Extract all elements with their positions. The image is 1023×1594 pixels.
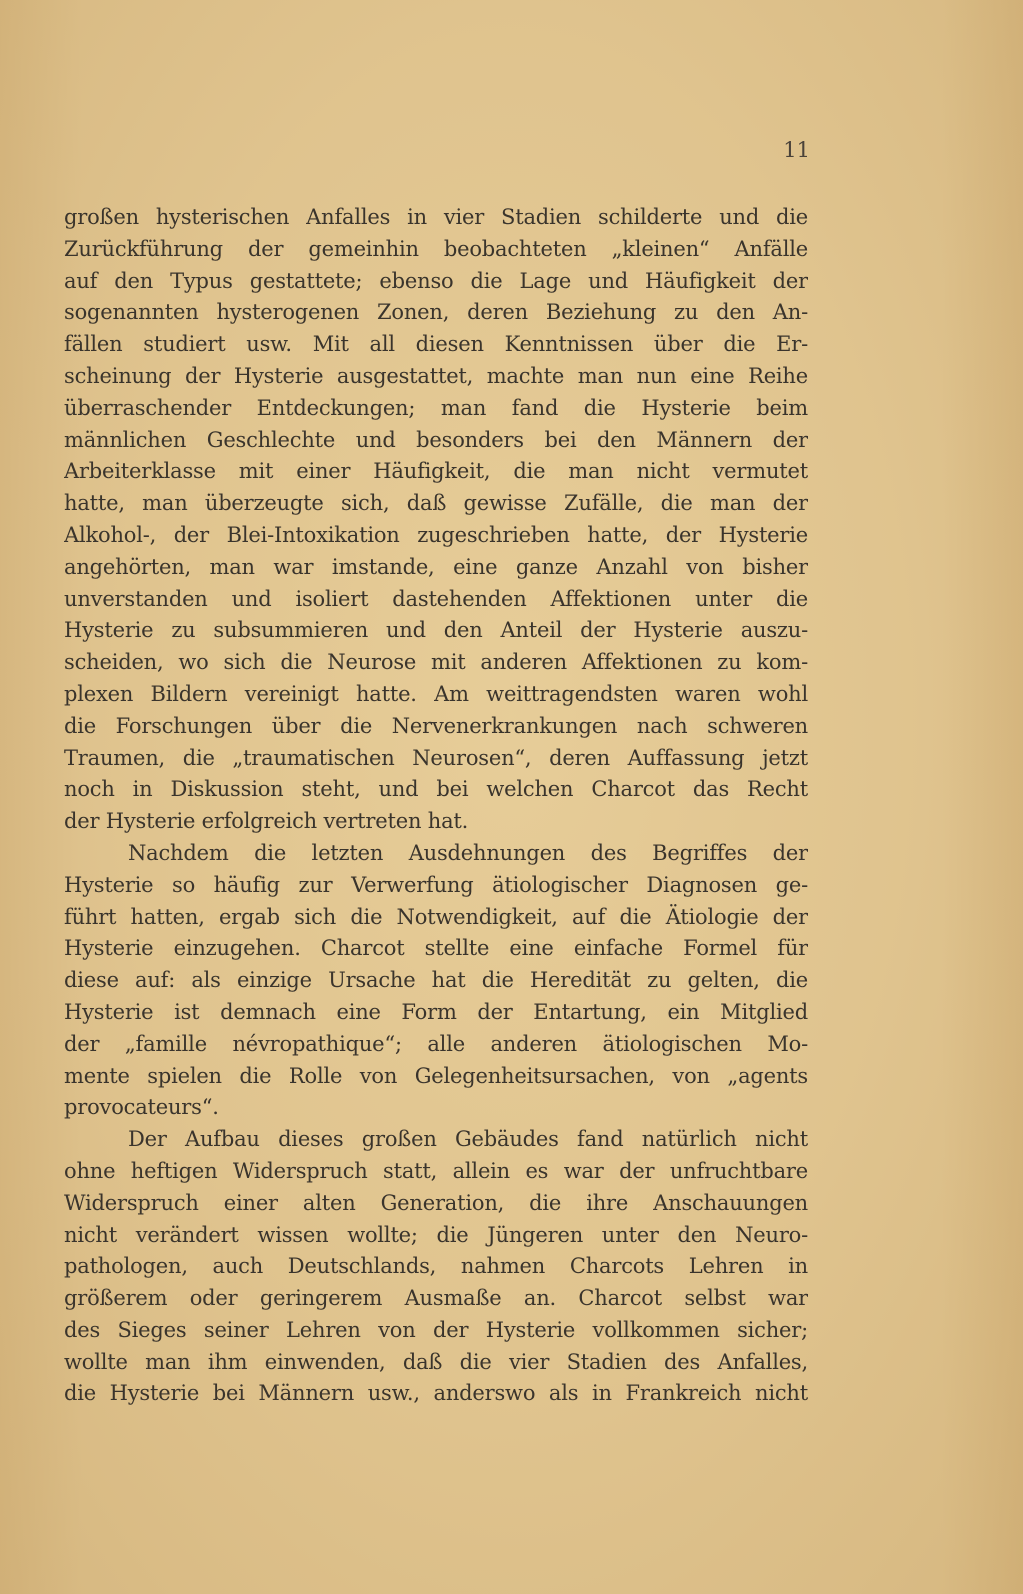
- text-line: der „famille névropathique“; alle anderen ätiologischen Mo-: [64, 1031, 808, 1056]
- text-line: ohne heftigen Widerspruch statt, allein es war der unfruchtbare: [64, 1158, 808, 1183]
- text-line: Nachdem die letzten Ausdehnungen des Begriffes der: [128, 840, 808, 865]
- text-line: großen hysterischen Anfalles in vier Stadien schilderte und die: [64, 205, 808, 229]
- text-line: Arbeiterklasse mit einer Häufigkeit, die man nicht vermutet: [64, 459, 808, 484]
- text-line: nicht verändert wissen wollte; die Jüngeren unter den Neuro-: [64, 1222, 808, 1247]
- text-line: sogenannten hysterogenen Zonen, deren Beziehung zu den An-: [64, 300, 808, 325]
- text-line: scheiden, wo sich die Neurose mit anderen Affektionen zu kom-: [64, 650, 808, 675]
- text-line: hatte, man überzeugte sich, daß gewisse Zufälle, die man der: [64, 491, 808, 516]
- text-line: auf den Typus gestattete; ebenso die Lage und Häufigkeit der: [64, 268, 808, 293]
- text-line: plexen Bildern vereinigt hatte. Am weittragendsten waren wohl: [64, 681, 808, 706]
- text-line: provocateurs“.: [64, 1095, 219, 1120]
- text-line: des Sieges seiner Lehren von der Hysterie vollkommen sicher;: [64, 1317, 808, 1342]
- text-line: überraschender Entdeckungen; man fand die Hysterie beim: [64, 395, 808, 420]
- paragraph-1: [64, 202, 808, 838]
- paragraph-2: [64, 838, 808, 1124]
- text-line: Hysterie einzugehen. Charcot stellte eine einfache Formel für: [64, 936, 808, 961]
- text-line: Widerspruch einer alten Generation, die ihre Anschauungen: [64, 1190, 808, 1215]
- text-line: unverstanden und isoliert dastehenden Affektionen unter die: [64, 586, 808, 611]
- text-line: der Hysterie erfolgreich vertreten hat.: [64, 809, 469, 834]
- text-line: Hysterie zu subsummieren und den Anteil der Hysterie auszu-: [64, 618, 808, 643]
- text-line: scheinung der Hysterie ausgestattet, machte man nun eine Reihe: [64, 363, 808, 388]
- text-line: größerem oder geringerem Ausmaße an. Charcot selbst war: [64, 1286, 808, 1311]
- text-line: führt hatten, ergab sich die Notwendigkeit, auf die Ätiologie der: [64, 904, 808, 929]
- text-line: diese auf: als einzige Ursache hat die Heredität zu gelten, die: [64, 968, 808, 993]
- page-number: 11: [783, 138, 810, 162]
- text-line: Traumen, die „traumatischen Neurosen“, deren Auffassung jetzt: [64, 745, 808, 770]
- text-line: wollte man ihm einwenden, daß die vier Stadien des Anfalles,: [64, 1349, 808, 1374]
- text-line: männlichen Geschlechte und besonders bei den Männern der: [64, 427, 808, 452]
- text-line: Hysterie so häufig zur Verwerfung ätiologischer Diagnosen ge-: [64, 872, 808, 897]
- text-line: fällen studiert usw. Mit all diesen Kenntnissen über die Er-: [64, 332, 808, 357]
- text-line: mente spielen die Rolle von Gelegenheitsursachen, von „agents: [64, 1063, 808, 1088]
- text-line: Der Aufbau dieses großen Gebäudes fand natürlich nicht: [128, 1127, 808, 1152]
- text-line: die Forschungen über die Nervenerkrankungen nach schweren: [64, 713, 808, 738]
- text-line: die Hysterie bei Männern usw., anderswo als in Frankreich nicht: [64, 1381, 808, 1406]
- paragraph-3: [64, 1124, 808, 1410]
- text-line: pathologen, auch Deutschlands, nahmen Charcots Lehren in: [64, 1254, 808, 1279]
- text-line: Zurückführung der gemeinhin beobachteten „kleinen“ Anfälle: [64, 236, 808, 261]
- text-line: noch in Diskussion steht, und bei welchen Charcot das Recht: [64, 777, 808, 802]
- text-line: angehörten, man war imstande, eine ganze Anzahl von bisher: [64, 554, 808, 579]
- body-text: [64, 202, 808, 1410]
- text-line: Hysterie ist demnach eine Form der Entartung, ein Mitglied: [64, 999, 808, 1024]
- text-line: Alkohol-, der Blei-Intoxikation zugeschrieben hatte, der Hysterie: [64, 522, 808, 547]
